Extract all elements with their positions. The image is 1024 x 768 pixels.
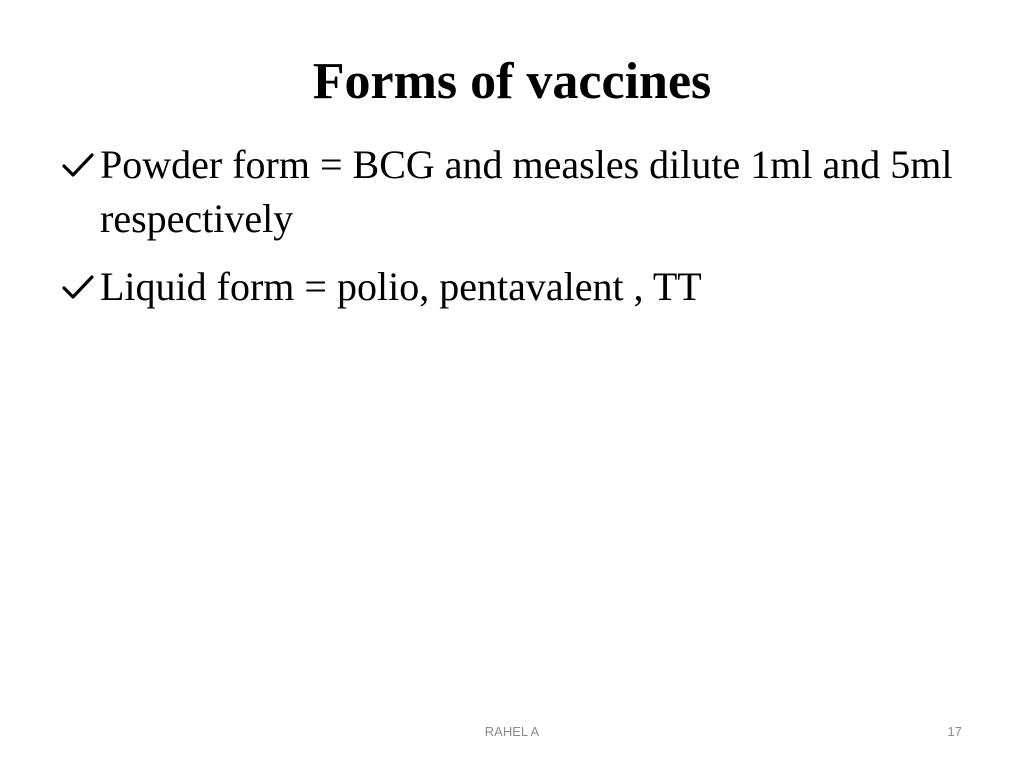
bullet-text: Powder form = BCG and measles dilute 1ml and 5ml respectively: [100, 142, 953, 241]
footer-author: RAHEL A: [484, 724, 540, 739]
bullet-item-powder-form: [62, 138, 962, 246]
page-number: 17: [947, 724, 962, 739]
bullet-item-liquid-form: [62, 260, 962, 314]
check-icon: [62, 152, 94, 178]
slide-title: Forms of vaccines: [312, 53, 712, 110]
bullet-text: Liquid form = polio, pentavalent , TT: [100, 264, 702, 309]
check-icon: [62, 274, 94, 300]
bullet-list: [62, 138, 962, 328]
